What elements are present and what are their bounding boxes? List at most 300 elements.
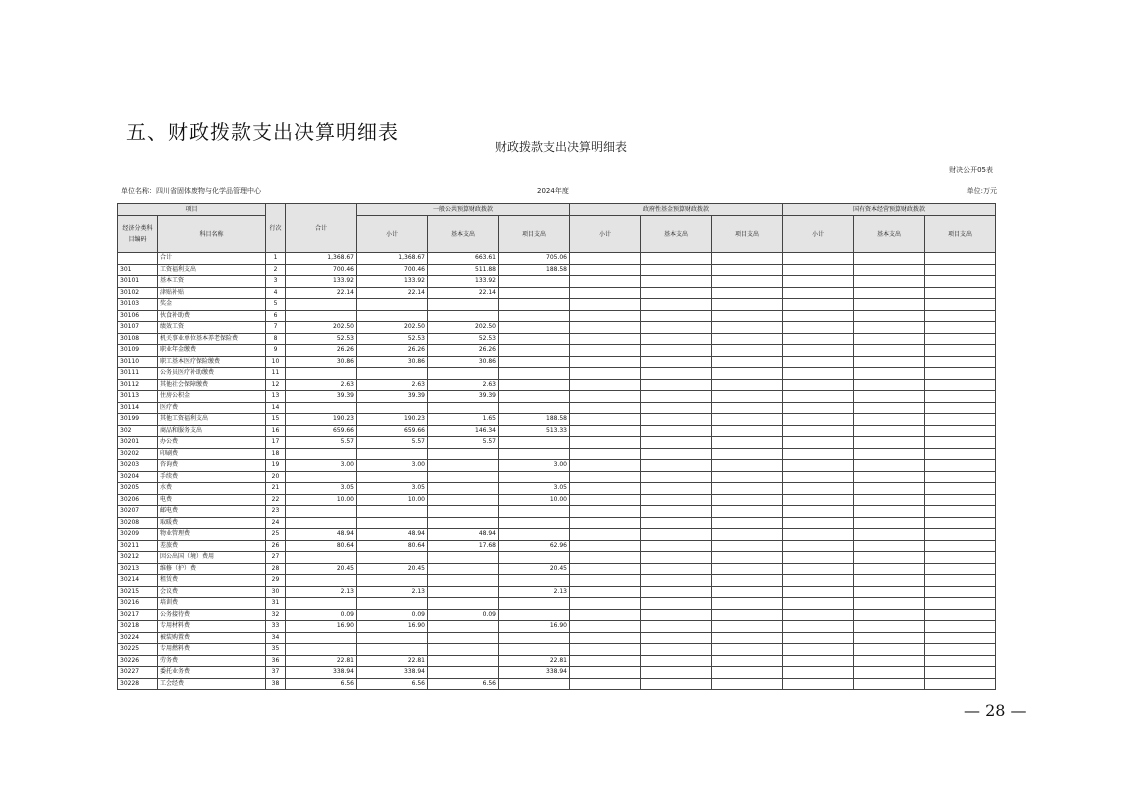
state-project-cell bbox=[925, 448, 996, 460]
table-row bbox=[118, 667, 996, 679]
general-project-cell bbox=[499, 678, 570, 690]
state-basic-cell bbox=[854, 667, 925, 679]
table-row bbox=[118, 598, 996, 610]
line-no-cell: 19 bbox=[266, 460, 286, 472]
table-row bbox=[118, 575, 996, 587]
state-subtotal-cell bbox=[783, 437, 854, 449]
general-basic-cell: 39.39 bbox=[428, 391, 499, 403]
general-basic-cell: 146.34 bbox=[428, 425, 499, 437]
general-project-cell: 20.45 bbox=[499, 563, 570, 575]
general-basic-cell bbox=[428, 586, 499, 598]
name-cell: 水费 bbox=[158, 483, 266, 495]
general-basic-cell: 1.65 bbox=[428, 414, 499, 426]
state-subtotal-cell bbox=[783, 264, 854, 276]
line-no-cell: 2 bbox=[266, 264, 286, 276]
state-project-cell bbox=[925, 368, 996, 380]
general-subtotal-cell: 39.39 bbox=[357, 391, 428, 403]
general-subtotal-cell bbox=[357, 552, 428, 564]
table-row bbox=[118, 356, 996, 368]
general-basic-cell bbox=[428, 448, 499, 460]
general-subtotal-cell bbox=[357, 506, 428, 518]
fund-basic-cell bbox=[641, 471, 712, 483]
state-basic-cell bbox=[854, 379, 925, 391]
fund-basic-cell bbox=[641, 598, 712, 610]
header-item: 项目 bbox=[118, 204, 266, 216]
state-basic-cell bbox=[854, 368, 925, 380]
table-row bbox=[118, 552, 996, 564]
code-cell bbox=[118, 253, 158, 265]
fund-project-cell bbox=[712, 310, 783, 322]
fund-subtotal-cell bbox=[570, 621, 641, 633]
table-row bbox=[118, 540, 996, 552]
name-cell: 电费 bbox=[158, 494, 266, 506]
name-cell: 工会经费 bbox=[158, 678, 266, 690]
total-cell: 2.13 bbox=[286, 586, 357, 598]
state-basic-cell bbox=[854, 345, 925, 357]
general-subtotal-cell: 2.63 bbox=[357, 379, 428, 391]
state-project-cell bbox=[925, 575, 996, 587]
name-cell: 因公出国（境）费用 bbox=[158, 552, 266, 564]
general-basic-cell bbox=[428, 299, 499, 311]
state-basic-cell bbox=[854, 448, 925, 460]
general-basic-cell: 52.53 bbox=[428, 333, 499, 345]
general-project-cell: 62.96 bbox=[499, 540, 570, 552]
total-cell: 0.09 bbox=[286, 609, 357, 621]
fund-subtotal-cell bbox=[570, 253, 641, 265]
general-basic-cell bbox=[428, 552, 499, 564]
state-subtotal-cell bbox=[783, 356, 854, 368]
code-cell: 30107 bbox=[118, 322, 158, 334]
state-project-cell bbox=[925, 632, 996, 644]
state-subtotal-cell bbox=[783, 575, 854, 587]
general-project-cell bbox=[499, 333, 570, 345]
table-row bbox=[118, 253, 996, 265]
general-basic-cell bbox=[428, 310, 499, 322]
state-subtotal-cell bbox=[783, 517, 854, 529]
total-cell: 80.64 bbox=[286, 540, 357, 552]
code-cell: 30218 bbox=[118, 621, 158, 633]
total-cell bbox=[286, 471, 357, 483]
code-cell: 301 bbox=[118, 264, 158, 276]
general-basic-cell: 17.68 bbox=[428, 540, 499, 552]
state-subtotal-cell bbox=[783, 414, 854, 426]
general-project-cell bbox=[499, 529, 570, 541]
total-cell: 39.39 bbox=[286, 391, 357, 403]
general-basic-cell: 30.86 bbox=[428, 356, 499, 368]
general-basic-cell: 22.14 bbox=[428, 287, 499, 299]
name-cell: 差旅费 bbox=[158, 540, 266, 552]
general-basic-cell bbox=[428, 460, 499, 472]
state-subtotal-cell bbox=[783, 402, 854, 414]
name-cell: 伙食补助费 bbox=[158, 310, 266, 322]
state-subtotal-cell bbox=[783, 655, 854, 667]
fund-basic-cell bbox=[641, 391, 712, 403]
state-basic-cell bbox=[854, 563, 925, 575]
state-subtotal-cell bbox=[783, 391, 854, 403]
general-subtotal-cell: 3.05 bbox=[357, 483, 428, 495]
state-project-cell bbox=[925, 391, 996, 403]
general-subtotal-cell: 1,368.67 bbox=[357, 253, 428, 265]
fund-subtotal-cell bbox=[570, 425, 641, 437]
fund-subtotal-cell bbox=[570, 483, 641, 495]
general-project-cell bbox=[499, 368, 570, 380]
name-cell: 培训费 bbox=[158, 598, 266, 610]
fund-basic-cell bbox=[641, 506, 712, 518]
state-basic-cell bbox=[854, 471, 925, 483]
fund-subtotal-cell bbox=[570, 598, 641, 610]
fund-basic-cell bbox=[641, 517, 712, 529]
fund-project-cell bbox=[712, 529, 783, 541]
state-basic-cell bbox=[854, 529, 925, 541]
code-cell: 30212 bbox=[118, 552, 158, 564]
header-general-subtotal: 小计 bbox=[357, 216, 428, 253]
code-cell: 30203 bbox=[118, 460, 158, 472]
general-basic-cell bbox=[428, 598, 499, 610]
name-cell: 取暖费 bbox=[158, 517, 266, 529]
general-subtotal-cell: 20.45 bbox=[357, 563, 428, 575]
fund-project-cell bbox=[712, 356, 783, 368]
state-subtotal-cell bbox=[783, 299, 854, 311]
fund-subtotal-cell bbox=[570, 552, 641, 564]
state-subtotal-cell bbox=[783, 598, 854, 610]
line-no-cell: 15 bbox=[266, 414, 286, 426]
general-basic-cell bbox=[428, 494, 499, 506]
fund-project-cell bbox=[712, 644, 783, 656]
name-cell: 职工基本医疗保险缴费 bbox=[158, 356, 266, 368]
code-cell: 30209 bbox=[118, 529, 158, 541]
line-no-cell: 34 bbox=[266, 632, 286, 644]
general-subtotal-cell: 30.86 bbox=[357, 356, 428, 368]
fund-project-cell bbox=[712, 287, 783, 299]
state-subtotal-cell bbox=[783, 333, 854, 345]
fund-project-cell bbox=[712, 598, 783, 610]
fund-basic-cell bbox=[641, 264, 712, 276]
fund-subtotal-cell bbox=[570, 299, 641, 311]
general-subtotal-cell: 6.56 bbox=[357, 678, 428, 690]
general-project-cell bbox=[499, 379, 570, 391]
general-subtotal-cell: 190.23 bbox=[357, 414, 428, 426]
general-project-cell bbox=[499, 437, 570, 449]
general-subtotal-cell: 26.26 bbox=[357, 345, 428, 357]
general-project-cell bbox=[499, 276, 570, 288]
code-cell: 30207 bbox=[118, 506, 158, 518]
general-basic-cell bbox=[428, 632, 499, 644]
fund-project-cell bbox=[712, 379, 783, 391]
state-basic-cell bbox=[854, 609, 925, 621]
general-project-cell bbox=[499, 322, 570, 334]
fund-basic-cell bbox=[641, 379, 712, 391]
code-cell: 302 bbox=[118, 425, 158, 437]
header-fund-subtotal: 小计 bbox=[570, 216, 641, 253]
state-basic-cell bbox=[854, 575, 925, 587]
name-cell: 专用燃料费 bbox=[158, 644, 266, 656]
total-cell: 16.90 bbox=[286, 621, 357, 633]
general-project-cell: 338.94 bbox=[499, 667, 570, 679]
code-cell: 30206 bbox=[118, 494, 158, 506]
general-basic-cell bbox=[428, 402, 499, 414]
fund-basic-cell bbox=[641, 644, 712, 656]
fund-subtotal-cell bbox=[570, 276, 641, 288]
line-no-cell: 12 bbox=[266, 379, 286, 391]
name-cell: 委托业务费 bbox=[158, 667, 266, 679]
state-basic-cell bbox=[854, 540, 925, 552]
state-project-cell bbox=[925, 563, 996, 575]
header-group-state: 国有资本经营预算财政拨款 bbox=[783, 204, 996, 216]
fund-basic-cell bbox=[641, 356, 712, 368]
state-basic-cell bbox=[854, 356, 925, 368]
general-project-cell bbox=[499, 575, 570, 587]
total-cell: 202.50 bbox=[286, 322, 357, 334]
general-subtotal-cell bbox=[357, 299, 428, 311]
general-project-cell bbox=[499, 552, 570, 564]
name-cell: 合计 bbox=[158, 253, 266, 265]
fund-subtotal-cell bbox=[570, 644, 641, 656]
state-subtotal-cell bbox=[783, 563, 854, 575]
total-cell bbox=[286, 517, 357, 529]
general-subtotal-cell bbox=[357, 598, 428, 610]
line-no-cell: 5 bbox=[266, 299, 286, 311]
name-cell: 物业管理费 bbox=[158, 529, 266, 541]
fund-basic-cell bbox=[641, 632, 712, 644]
total-cell: 52.53 bbox=[286, 333, 357, 345]
header-group-general: 一般公共预算财政拨款 bbox=[357, 204, 570, 216]
header-subject-name: 科目名称 bbox=[158, 216, 266, 253]
general-project-cell bbox=[499, 448, 570, 460]
table-row bbox=[118, 264, 996, 276]
general-basic-cell bbox=[428, 621, 499, 633]
fund-basic-cell bbox=[641, 345, 712, 357]
name-cell: 公务接待费 bbox=[158, 609, 266, 621]
name-cell: 住房公积金 bbox=[158, 391, 266, 403]
total-cell: 3.00 bbox=[286, 460, 357, 472]
line-no-cell: 26 bbox=[266, 540, 286, 552]
total-cell: 26.26 bbox=[286, 345, 357, 357]
line-no-cell: 10 bbox=[266, 356, 286, 368]
header-group-fund: 政府性基金预算财政拨款 bbox=[570, 204, 783, 216]
fund-project-cell bbox=[712, 333, 783, 345]
name-cell: 工资福利支出 bbox=[158, 264, 266, 276]
state-basic-cell bbox=[854, 276, 925, 288]
line-no-cell: 31 bbox=[266, 598, 286, 610]
line-no-cell: 18 bbox=[266, 448, 286, 460]
state-subtotal-cell bbox=[783, 667, 854, 679]
fund-project-cell bbox=[712, 264, 783, 276]
general-basic-cell bbox=[428, 667, 499, 679]
fund-project-cell bbox=[712, 460, 783, 472]
state-project-cell bbox=[925, 253, 996, 265]
state-project-cell bbox=[925, 494, 996, 506]
state-subtotal-cell bbox=[783, 644, 854, 656]
state-project-cell bbox=[925, 540, 996, 552]
state-project-cell bbox=[925, 644, 996, 656]
state-project-cell bbox=[925, 471, 996, 483]
name-cell: 绩效工资 bbox=[158, 322, 266, 334]
general-project-cell: 10.00 bbox=[499, 494, 570, 506]
state-subtotal-cell bbox=[783, 586, 854, 598]
table-row bbox=[118, 494, 996, 506]
table-row bbox=[118, 460, 996, 472]
total-cell: 22.81 bbox=[286, 655, 357, 667]
fund-project-cell bbox=[712, 299, 783, 311]
state-project-cell bbox=[925, 379, 996, 391]
code-cell: 30106 bbox=[118, 310, 158, 322]
fund-basic-cell bbox=[641, 287, 712, 299]
state-basic-cell bbox=[854, 494, 925, 506]
table-row bbox=[118, 345, 996, 357]
page-number: — 28 — bbox=[964, 701, 1027, 720]
state-subtotal-cell bbox=[783, 310, 854, 322]
state-basic-cell bbox=[854, 655, 925, 667]
name-cell: 奖金 bbox=[158, 299, 266, 311]
fund-basic-cell bbox=[641, 586, 712, 598]
general-basic-cell bbox=[428, 483, 499, 495]
line-no-cell: 17 bbox=[266, 437, 286, 449]
fund-subtotal-cell bbox=[570, 632, 641, 644]
state-basic-cell bbox=[854, 621, 925, 633]
fund-project-cell bbox=[712, 345, 783, 357]
state-subtotal-cell bbox=[783, 253, 854, 265]
fund-subtotal-cell bbox=[570, 460, 641, 472]
line-no-cell: 7 bbox=[266, 322, 286, 334]
fund-basic-cell bbox=[641, 483, 712, 495]
fund-subtotal-cell bbox=[570, 494, 641, 506]
fund-subtotal-cell bbox=[570, 517, 641, 529]
state-subtotal-cell bbox=[783, 632, 854, 644]
general-subtotal-cell bbox=[357, 517, 428, 529]
code-cell: 30217 bbox=[118, 609, 158, 621]
fund-subtotal-cell bbox=[570, 655, 641, 667]
fund-subtotal-cell bbox=[570, 414, 641, 426]
name-cell: 机关事业单位基本养老保险费 bbox=[158, 333, 266, 345]
fund-basic-cell bbox=[641, 621, 712, 633]
general-subtotal-cell bbox=[357, 644, 428, 656]
code-cell: 30102 bbox=[118, 287, 158, 299]
expenditure-table bbox=[117, 203, 996, 690]
fund-subtotal-cell bbox=[570, 356, 641, 368]
total-cell: 30.86 bbox=[286, 356, 357, 368]
fund-project-cell bbox=[712, 678, 783, 690]
fund-basic-cell bbox=[641, 460, 712, 472]
fund-basic-cell bbox=[641, 333, 712, 345]
fund-subtotal-cell bbox=[570, 391, 641, 403]
total-cell: 659.66 bbox=[286, 425, 357, 437]
total-cell bbox=[286, 632, 357, 644]
line-no-cell: 22 bbox=[266, 494, 286, 506]
table-row bbox=[118, 609, 996, 621]
code-cell: 30111 bbox=[118, 368, 158, 380]
header-state-subtotal: 小计 bbox=[783, 216, 854, 253]
code-cell: 30211 bbox=[118, 540, 158, 552]
fund-subtotal-cell bbox=[570, 575, 641, 587]
table-body bbox=[118, 253, 996, 690]
state-basic-cell bbox=[854, 310, 925, 322]
state-project-cell bbox=[925, 322, 996, 334]
line-no-cell: 36 bbox=[266, 655, 286, 667]
table-row bbox=[118, 276, 996, 288]
code-cell: 30112 bbox=[118, 379, 158, 391]
fund-subtotal-cell bbox=[570, 402, 641, 414]
general-basic-cell: 5.57 bbox=[428, 437, 499, 449]
name-cell: 基本工资 bbox=[158, 276, 266, 288]
general-subtotal-cell: 133.92 bbox=[357, 276, 428, 288]
fund-basic-cell bbox=[641, 425, 712, 437]
name-cell: 专用材料费 bbox=[158, 621, 266, 633]
state-basic-cell bbox=[854, 391, 925, 403]
table-row bbox=[118, 437, 996, 449]
line-no-cell: 25 bbox=[266, 529, 286, 541]
general-subtotal-cell: 0.09 bbox=[357, 609, 428, 621]
total-cell bbox=[286, 598, 357, 610]
table-row bbox=[118, 471, 996, 483]
general-project-cell bbox=[499, 310, 570, 322]
line-no-cell: 24 bbox=[266, 517, 286, 529]
header-row-1 bbox=[118, 204, 996, 216]
state-subtotal-cell bbox=[783, 483, 854, 495]
table-row bbox=[118, 425, 996, 437]
line-no-cell: 1 bbox=[266, 253, 286, 265]
header-general-basic: 基本支出 bbox=[428, 216, 499, 253]
fund-project-cell bbox=[712, 517, 783, 529]
general-subtotal-cell: 3.00 bbox=[357, 460, 428, 472]
code-cell: 30114 bbox=[118, 402, 158, 414]
line-no-cell: 9 bbox=[266, 345, 286, 357]
state-basic-cell bbox=[854, 483, 925, 495]
code-cell: 30228 bbox=[118, 678, 158, 690]
section-heading: 五、财政拨款支出决算明细表 bbox=[126, 120, 399, 144]
table-row bbox=[118, 368, 996, 380]
state-basic-cell bbox=[854, 437, 925, 449]
name-cell: 手续费 bbox=[158, 471, 266, 483]
header-econ-code: 经济分类科目编码 bbox=[118, 216, 158, 253]
total-cell: 3.05 bbox=[286, 483, 357, 495]
general-subtotal-cell bbox=[357, 632, 428, 644]
state-project-cell bbox=[925, 655, 996, 667]
line-no-cell: 13 bbox=[266, 391, 286, 403]
state-basic-cell bbox=[854, 552, 925, 564]
line-no-cell: 28 bbox=[266, 563, 286, 575]
fund-project-cell bbox=[712, 563, 783, 575]
total-cell bbox=[286, 575, 357, 587]
code-cell: 30208 bbox=[118, 517, 158, 529]
state-subtotal-cell bbox=[783, 621, 854, 633]
total-cell bbox=[286, 506, 357, 518]
fund-basic-cell bbox=[641, 310, 712, 322]
state-basic-cell bbox=[854, 287, 925, 299]
general-project-cell bbox=[499, 299, 570, 311]
general-subtotal-cell: 700.46 bbox=[357, 264, 428, 276]
state-project-cell bbox=[925, 356, 996, 368]
line-no-cell: 16 bbox=[266, 425, 286, 437]
meta-row bbox=[117, 186, 997, 198]
general-subtotal-cell bbox=[357, 310, 428, 322]
state-basic-cell bbox=[854, 632, 925, 644]
name-cell: 租赁费 bbox=[158, 575, 266, 587]
table-row bbox=[118, 644, 996, 656]
fund-basic-cell bbox=[641, 322, 712, 334]
table-title: 财政拨款支出决算明细表 bbox=[494, 140, 627, 154]
general-basic-cell bbox=[428, 644, 499, 656]
unit-label: 单位:万元 bbox=[966, 187, 997, 195]
state-subtotal-cell bbox=[783, 425, 854, 437]
state-project-cell bbox=[925, 552, 996, 564]
line-no-cell: 23 bbox=[266, 506, 286, 518]
general-basic-cell bbox=[428, 575, 499, 587]
state-project-cell bbox=[925, 425, 996, 437]
general-basic-cell bbox=[428, 506, 499, 518]
fund-project-cell bbox=[712, 276, 783, 288]
general-subtotal-cell bbox=[357, 368, 428, 380]
line-no-cell: 8 bbox=[266, 333, 286, 345]
